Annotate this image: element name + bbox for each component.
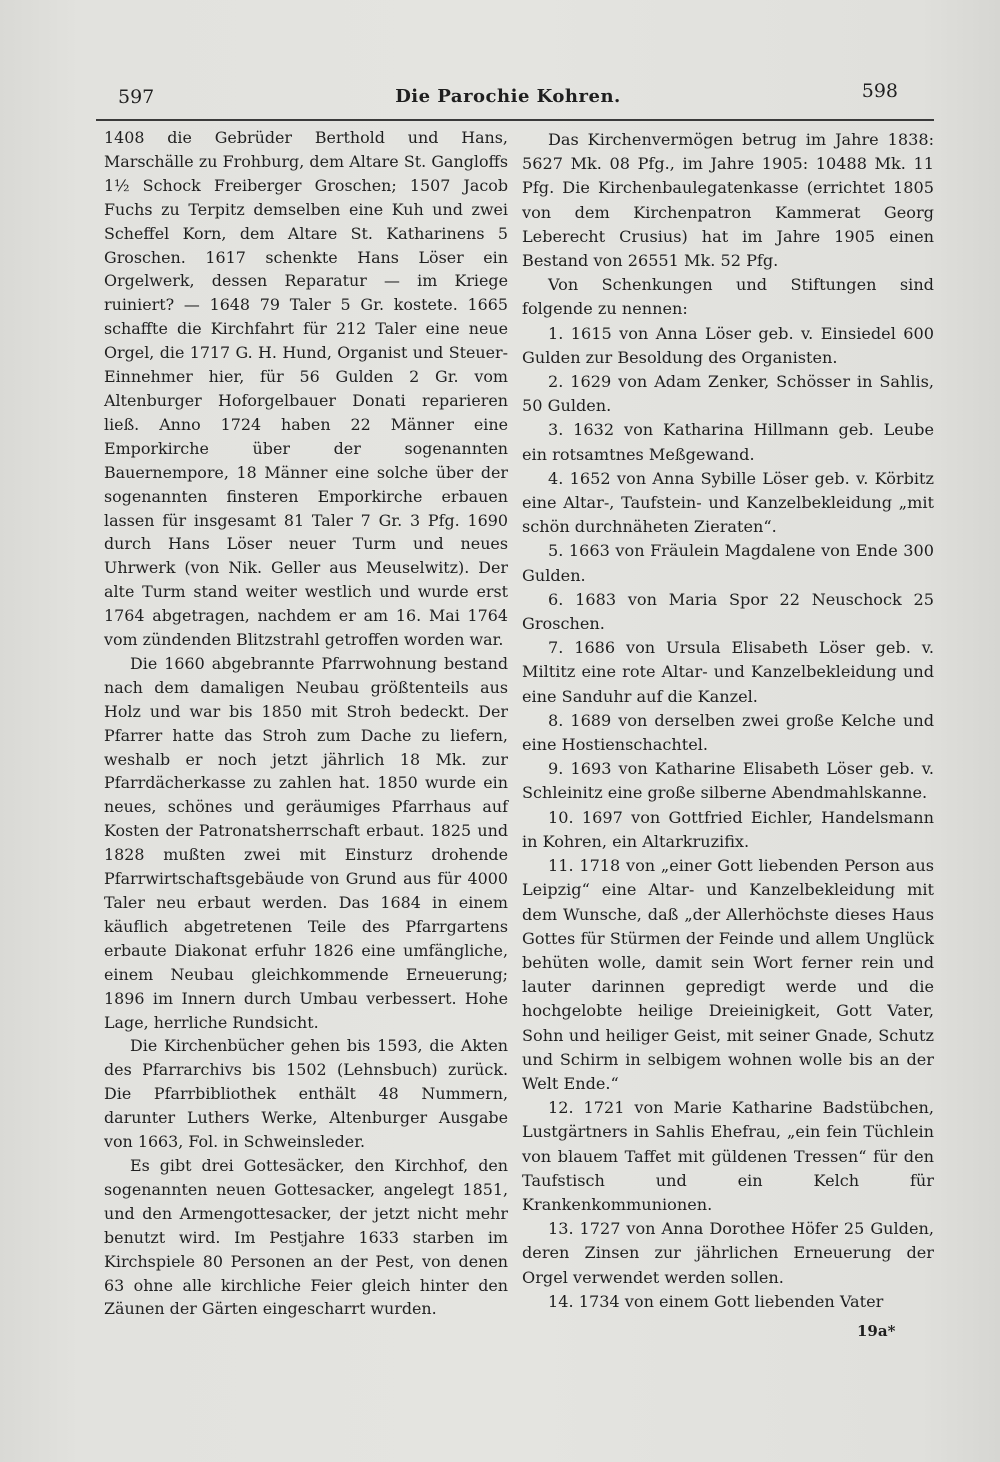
paragraph: Die 1660 abgebrannte Pfarrwohnung bestand nach dem damaligen Neubau größtenteils aus Holz und war bis 1850 mit Stroh bedeckt. Der Pfarrer hatte das Stroh zum Dache zu liefern, weshalb er noch jetzt jährlich 18 Mk. zur Pfarrdächerkasse zu zahlen hat. 1850 wurde ein neues, schönes und geräumiges Pfarrhaus auf Kosten der Patronatsherrschaft erbaut. 1825 und 1828 mußten zwei mit Einsturz drohende Pfarrwirtschaftsgebäude von Grund aus für 4000 Taler neu erbaut werden. Das 1684 in einem käuflich abgetretenen Teile des Pfarrgartens erbaute Diakonat erfuhr 1826 eine umfängliche, einem Neubau gleichkommende Erneuerung; 1896 im Innern durch Umbau verbessert. Hohe Lage, herrliche Rundsicht. [104,653,508,1032]
list-item: 2. 1629 von Adam Zenker, Schösser in Sahlis, 50 Gulden. [522,372,934,416]
right-column [522,128,934,1314]
list-item: 1. 1615 von Anna Löser geb. v. Einsiedel 600 Gulden zur Besoldung des Organisten. [522,323,934,367]
paragraph: 1408 die Gebrüder Berthold und Hans, Marschälle zu Frohburg, dem Altare St. Gangloffs 1½ Schock Freiberger Groschen; 1507 Jacob Fuchs zu Terpitz demselben eine Kuh und zwei Scheffel Korn, dem Altare St. Katharinens 5 Groschen. 1617 schenkte Hans Löser ein Orgelwerk, dessen Reparatur — im Kriege ruiniert? — 1648 79 Taler 5 Gr. kostete. 1665 schaffte die Kirchfahrt für 212 Taler eine neue Orgel, die 1717 G. H. Hund, Organist und Steuer-Einnehmer hier, für 56 Gulden 2 Gr. vom Altenburger Hoforgelbauer Donati reparieren ließ. Anno 1724 haben 22 Männer eine Emporkirche über der sogenannten Bauernempore, 18 Männer eine solche über der sogenannten finsteren Emporkirche erbauen lassen für insgesamt 81 Taler 7 Gr. 3 Pfg. 1690 durch Hans Löser neuer Turm und neues Uhrwerk (von Nik. Geller aus Meuselwitz). Der alte Turm stand weiter westlich und wurde erst 1764 abgetragen, nachdem er am 16. Mai 1764 vom zündenden Blitzstrahl getroffen worden war. [104,128,508,650]
list-item: 3. 1632 von Katharina Hillmann geb. Leube ein rotsamtnes Meßgewand. [522,420,934,464]
left-column [104,126,508,1321]
page-number-right: 598 [861,80,898,102]
paragraph: Die Kirchenbücher gehen bis 1593, die Akten des Pfarrarchivs bis 1502 (Lehnsbuch) zurück. Die Pfarrbibliothek enthält 48 Nummern, darunter Luthers Werke, Altenburger Ausgabe von 1663, Fol. in Schweinsleder. [104,1036,508,1152]
paragraph: Von Schenkungen und Stiftungen sind folgende zu nennen: [522,275,934,319]
signature-mark: 19a* [857,1322,896,1340]
list-item: 5. 1663 von Fräulein Magdalene von Ende 300 Gulden. [522,541,934,585]
list-item: 8. 1689 von derselben zwei große Kelche und eine Hostienschachtel. [522,710,934,755]
page-header [118,80,898,112]
list-item: 6. 1683 von Maria Spor 22 Neuschock 25 Groschen. [522,589,934,634]
list-item: 11. 1718 von „einer Gott liebenden Person aus Leipzig“ eine Altar- und Kanzelbekleidung mit dem Wunsche, daß „der Allerhöchste dieses Haus Gottes für Stürmen der Feinde und allem Unglück behüten wolle, damit sein Wort ferner rein und lauter darinnen gepredigt werde und die hochgelobte heilige Dreieinigkeit, Gott Vater, Sohn und heiliger Geist, mit seiner Gnade, Schutz und Schirm in selbigem wohnen wolle bis an der Welt Ende.“ [522,856,934,1093]
list-item: 10. 1697 von Gottfried Eichler, Handelsmann in Kohren, ein Altarkruzifix. [522,807,934,851]
list-item: 12. 1721 von Marie Katharine Badstübchen, Lustgärtners in Sahlis Ehefrau, „ein fein Tüchlein von blauem Taffet mit güldenen Tressen“ für den Taufstisch und ein Kelch für Krankenkommunionen. [522,1098,934,1214]
paragraph: Das Kirchenvermögen betrug im Jahre 1838: 5627 Mk. 08 Pfg., im Jahre 1905: 10488 Mk. 11 Pfg. Die Kirchenbaulegatenkasse (errichtet 1805 von dem Kirchenpatron Kammerat Georg Leberecht Crusius) hat im Jahre 1905 einen Bestand von 26551 Mk. 52 Pfg. [522,130,934,271]
list-item: 14. 1734 von einem Gott liebenden Vater [548,1291,884,1311]
running-title: Die Parochie Kohren. [395,86,621,107]
list-item: 9. 1693 von Katharine Elisabeth Löser geb. v. Schleinitz eine große silberne Abendmahlskanne. [522,759,934,803]
paragraph: Es gibt drei Gottesäcker, den Kirchhof, den sogenannten neuen Gottesacker, angelegt 1851, und den Armengottesacker, der jetzt nicht mehr benutzt wird. Im Pestjahre 1633 starben im Kirchspiele 80 Personen an der Pest, von denen 63 ohne alle kirchliche Feier gleich hinter den Zäunen der Gärten eingescharrt wurden. [104,1155,508,1319]
list-item: 4. 1652 von Anna Sybille Löser geb. v. Körbitz eine Altar-, Taufstein- und Kanzelbekleidung „mit schön durchnäheten Zieraten“. [522,468,934,537]
list-item: 7. 1686 von Ursula Elisabeth Löser geb. v. Miltitz eine rote Altar- und Kanzelbekleidung und eine Sanduhr auf die Kanzel. [522,638,934,706]
page-number-left: 597 [118,86,155,108]
list-item: 13. 1727 von Anna Dorothee Höfer 25 Gulden, deren Zinsen zur jährlichen Erneuerung der Orgel verwendet werden sollen. [522,1219,934,1287]
header-rule [96,119,934,121]
